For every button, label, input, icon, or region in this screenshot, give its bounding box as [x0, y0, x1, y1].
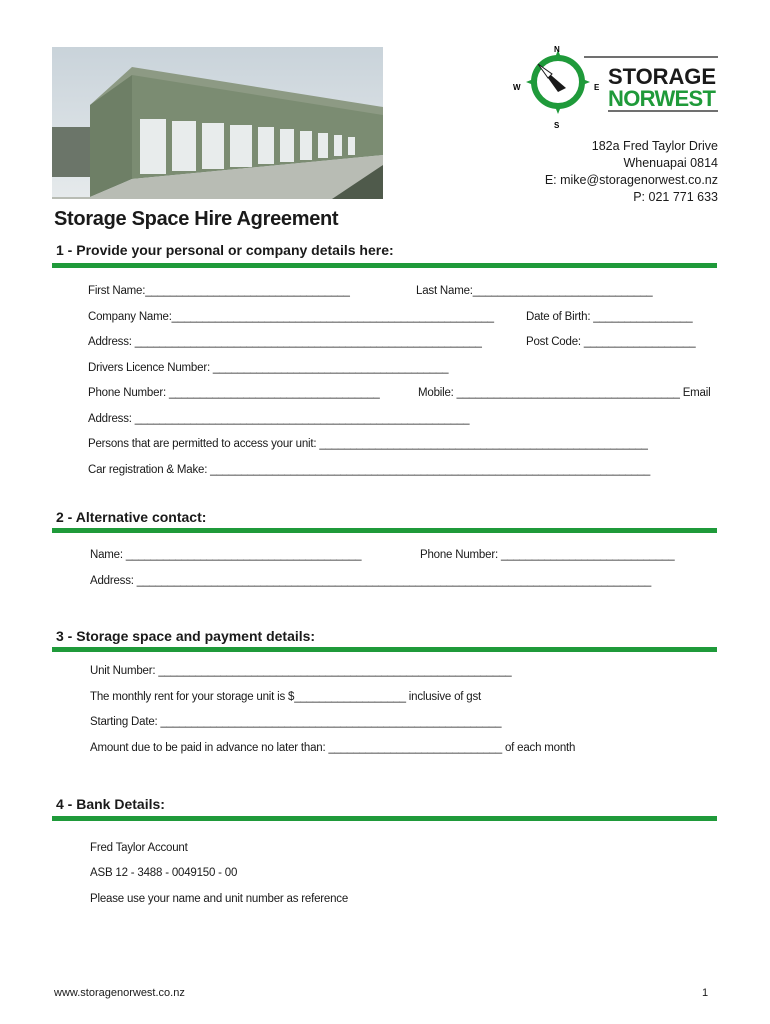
mobile-field[interactable]: Mobile: ____________________________________ Email [418, 387, 711, 399]
company-name-field[interactable]: Company Name:____________________________________________________ [88, 311, 494, 323]
address-line-1: 182a Fred Taylor Drive [591, 139, 718, 153]
section-2-divider [52, 528, 717, 533]
section-4-heading: 4 - Bank Details: [56, 796, 165, 812]
bank-account-number: ASB 12 - 3488 - 0049150 - 00 [90, 867, 238, 879]
logo-word-norwest: NORWEST [608, 86, 716, 111]
page-title: Storage Space Hire Agreement [54, 208, 339, 230]
bank-account-name: Fred Taylor Account [90, 842, 188, 854]
section-3-heading: 3 - Storage space and payment details: [56, 628, 316, 644]
date-of-birth-field[interactable]: Date of Birth: ________________ [526, 311, 693, 323]
section-2-heading: 2 - Alternative contact: [56, 509, 207, 525]
compass-east: E [594, 83, 600, 92]
storage-norwest-logo [508, 44, 720, 130]
alt-contact-phone-field[interactable]: Phone Number: ____________________________ [420, 549, 675, 561]
contact-phone: P: 021 771 633 [633, 190, 718, 204]
compass-north: N [554, 45, 560, 54]
first-name-field[interactable]: First Name:_________________________________ [88, 285, 350, 297]
section-1-heading: 1 - Provide your personal or company details here: [56, 242, 394, 258]
contact-email: E: mike@storagenorwest.co.nz [544, 173, 718, 187]
address-field[interactable]: Address: ________________________________________________________ [88, 336, 482, 348]
last-name-field[interactable]: Last Name:_____________________________ [416, 285, 653, 297]
phone-number-field[interactable]: Phone Number: __________________________________ [88, 387, 380, 399]
section-4-divider [52, 816, 717, 821]
contact-address-block [545, 138, 718, 206]
post-code-field[interactable]: Post Code: __________________ [526, 336, 696, 348]
permitted-persons-field[interactable]: Persons that are permitted to access your unit: _____________________________________________________ [88, 438, 648, 450]
amount-due-field[interactable]: Amount due to be paid in advance no later than: ____________________________ of each month [90, 742, 576, 754]
section-3-divider [52, 647, 717, 652]
compass-south: S [554, 121, 560, 130]
footer-website[interactable]: www.storagenorwest.co.nz [54, 987, 185, 999]
email-address-field[interactable]: Address: ______________________________________________________ [88, 413, 470, 425]
alt-contact-name-field[interactable]: Name: ______________________________________ [90, 549, 362, 561]
section-1-divider [52, 263, 717, 268]
monthly-rent-field[interactable]: The monthly rent for your storage unit is $__________________ inclusive of gst [90, 691, 481, 703]
unit-number-field[interactable]: Unit Number: _________________________________________________________ [90, 665, 512, 677]
compass-west: W [513, 83, 521, 92]
storage-units-photo [52, 47, 383, 199]
car-registration-field[interactable]: Car registration & Make: _______________________________________________________________________ [88, 464, 651, 476]
bank-reference-note: Please use your name and unit number as reference [90, 893, 349, 905]
starting-date-field[interactable]: Starting Date: _______________________________________________________ [90, 716, 502, 728]
drivers-licence-field[interactable]: Drivers Licence Number: ______________________________________ [88, 362, 449, 374]
alt-contact-address-field[interactable]: Address: ___________________________________________________________________________________ [90, 575, 652, 587]
page-number: 1 [702, 987, 709, 999]
logo-word-storage: STORAGE [608, 64, 716, 89]
address-line-2: Whenuapai 0814 [623, 156, 718, 170]
